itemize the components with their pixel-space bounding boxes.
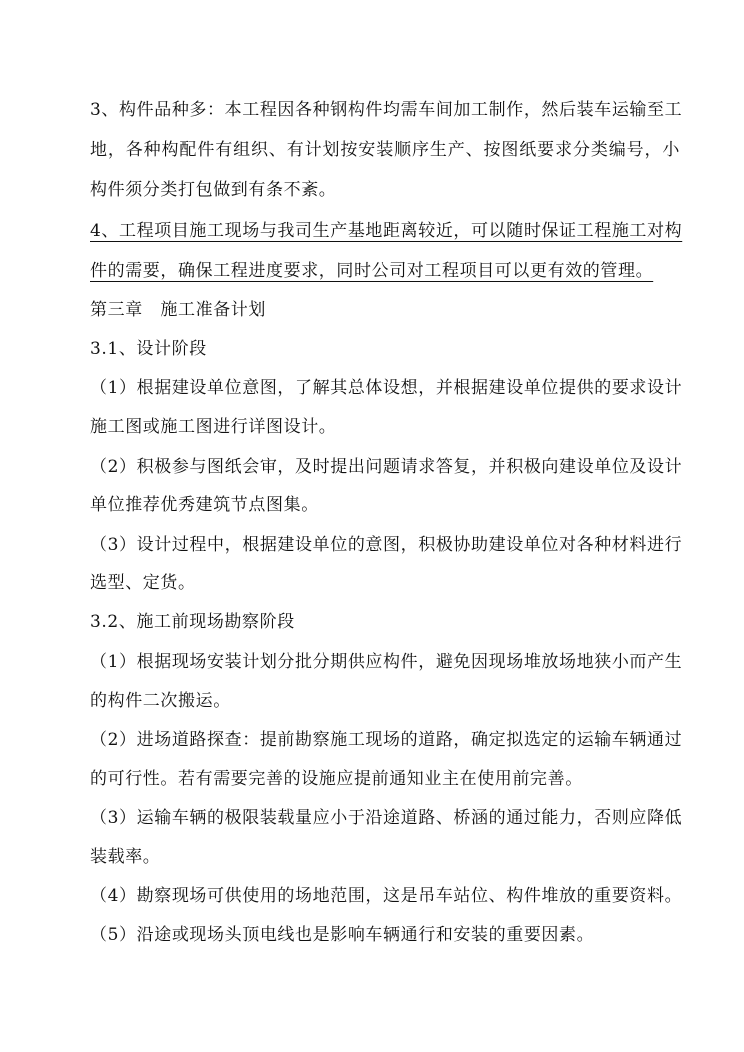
item-3-2-3-line-2: 装载率。	[90, 847, 161, 867]
paragraph-3-line-1: 3、构件品种多：本工程因各种钢构件均需车间加工制作，然后装车运输至工	[90, 100, 683, 120]
paragraph-4-line-2: 件的需要，确保工程进度要求，同时公司对工程项目可以更有效的管理。	[90, 261, 654, 281]
section-3-1-heading: 3.1、设计阶段	[90, 339, 207, 359]
paragraph-3-line-3: 构件须分类打包做到有条不紊。	[90, 180, 337, 200]
paragraph-4-line-1: 4、工程项目施工现场与我司生产基地距离较近，可以随时保证工程施工对构	[90, 221, 683, 241]
section-3-2-heading: 3.2、施工前现场勘察阶段	[90, 612, 295, 632]
item-3-1-3-line-2: 选型、定货。	[90, 573, 196, 593]
item-3-1-2-line-1: （2）积极参与图纸会审，及时提出问题请求答复，并积极向建设单位及设计	[90, 457, 683, 477]
item-3-2-1-line-1: （1）根据现场安装计划分批分期供应构件，避免因现场堆放场地狭小而产生	[90, 652, 683, 672]
item-3-1-1-line-2: 施工图或施工图进行详图设计。	[90, 417, 337, 437]
item-3-1-1-line-1: （1）根据建设单位意图，了解其总体设想，并根据建设单位提供的要求设计	[90, 378, 683, 398]
item-3-1-3-line-1: （3）设计过程中，根据建设单位的意图，积极协助建设单位对各种材料进行	[90, 535, 683, 555]
item-3-2-1-line-2: 的构件二次搬运。	[90, 691, 231, 711]
paragraph-3-line-2: 地，各种构配件有组织、有计划按安装顺序生产、按图纸要求分类编号，小	[90, 140, 680, 160]
item-3-2-4-line: （4）勘察现场可供使用的场地范围，这是吊车站位、构件堆放的重要资料。	[90, 886, 683, 906]
item-3-2-2-line-1: （2）进场道路探查：提前勘察施工现场的道路，确定拟选定的运输车辆通过	[90, 730, 683, 750]
item-3-1-2-line-2: 单位推荐优秀建筑节点图集。	[90, 495, 319, 515]
chapter-3-heading: 第三章 施工准备计划	[90, 300, 266, 320]
item-3-2-2-line-2: 的可行性。若有需要完善的设施应提前通知业主在使用前完善。	[90, 769, 583, 789]
item-3-2-5-line: （5）沿途或现场头顶电线也是影响车辆通行和安装的重要因素。	[90, 925, 595, 945]
item-3-2-3-line-1: （3）运输车辆的极限装载量应小于沿途道路、桥涵的通过能力，否则应降低	[90, 808, 683, 828]
